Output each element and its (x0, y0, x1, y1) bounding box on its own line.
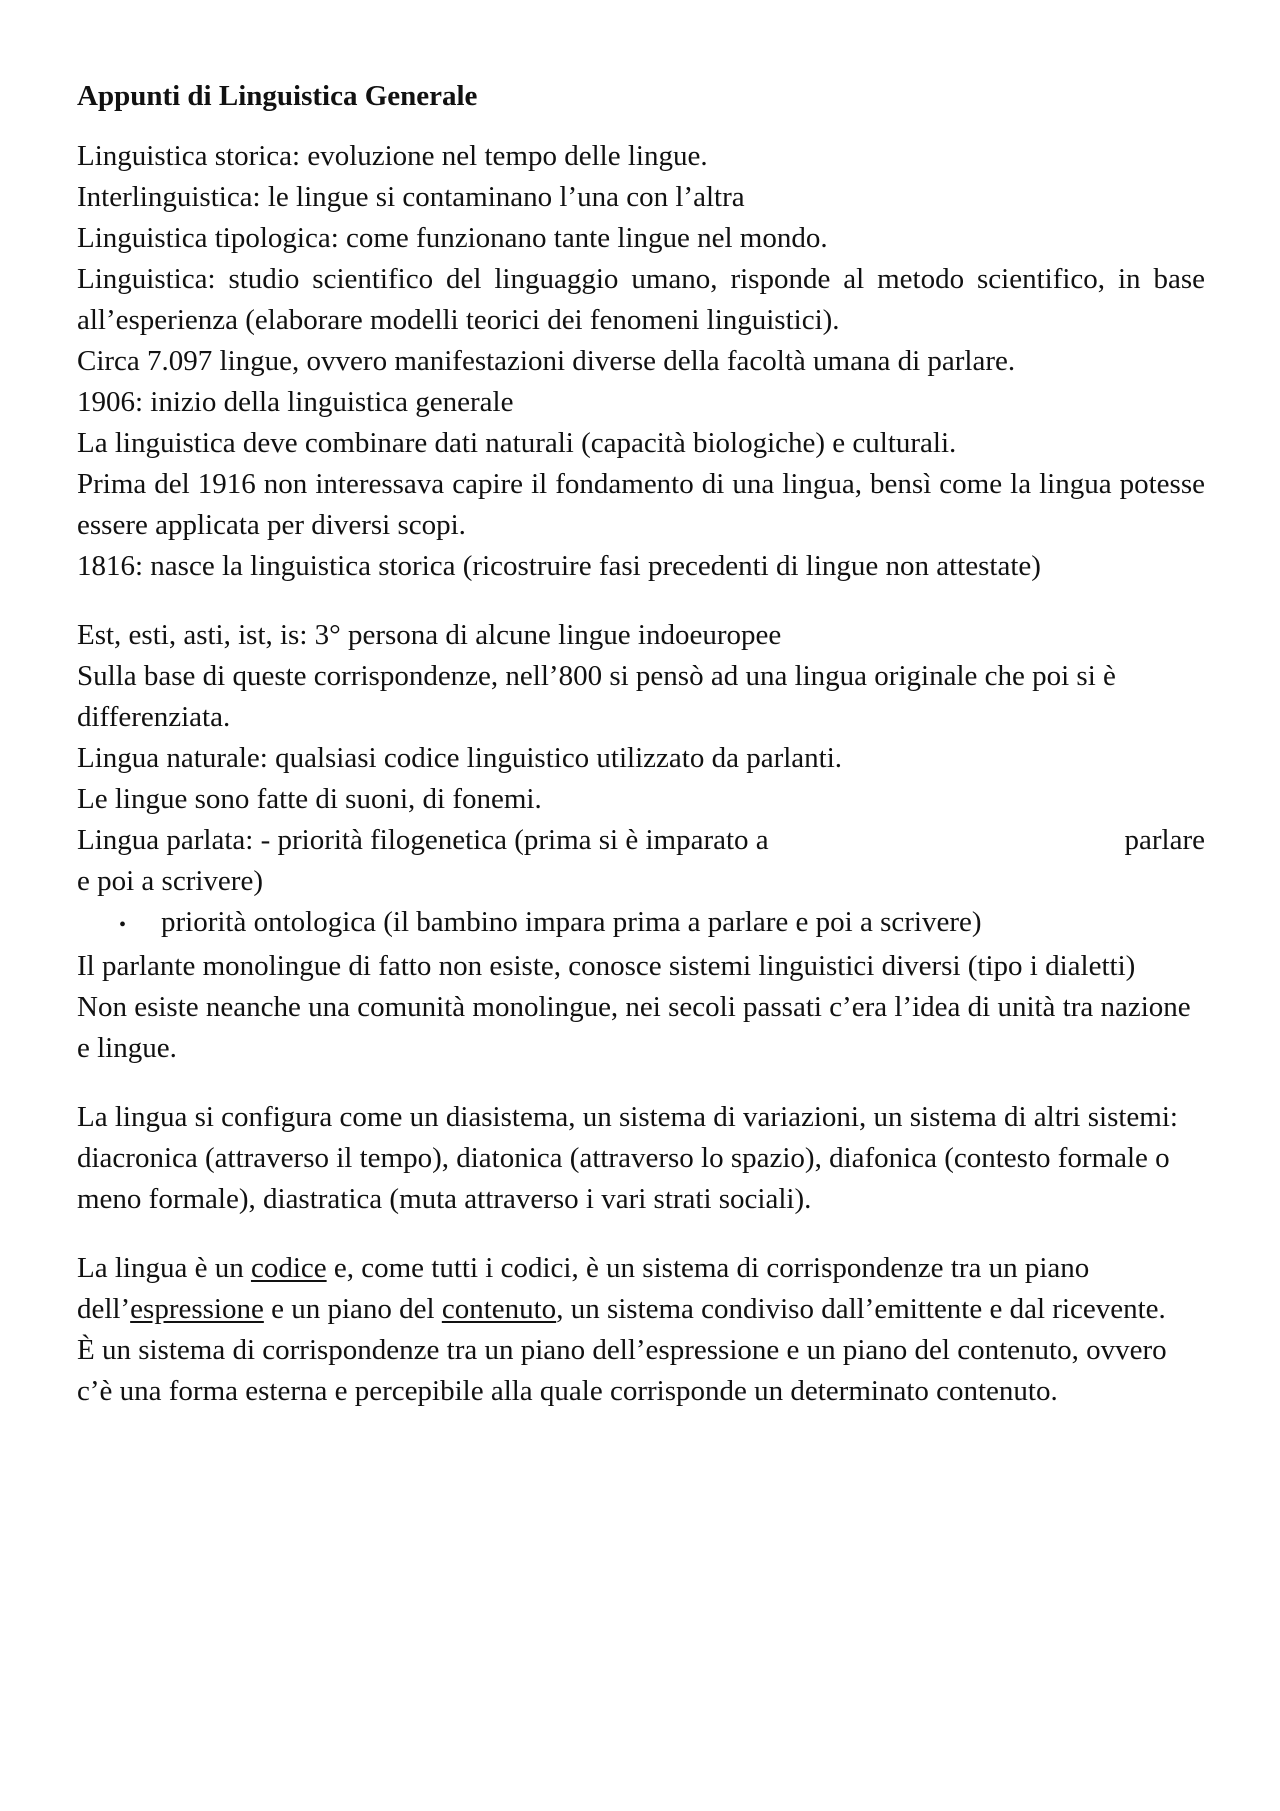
text-span: , un sistema condiviso dall’emittente e dal ricevente. (556, 1293, 1166, 1325)
paragraph-comunita-monolingue: Non esiste neanche una comunità monolingue, nei secoli passati c’era l’idea di unità tra nazione e lingue. (77, 991, 1191, 1064)
paragraph-1906: 1906: inizio della linguistica generale (77, 386, 514, 418)
text-span: La lingua è un (77, 1252, 251, 1284)
paragraph-est-esti: Est, esti, asti, ist, is: 3° persona di alcune lingue indoeuropee (77, 619, 782, 651)
section-indoeuropee (77, 615, 1205, 1069)
paragraph-1816: 1816: nasce la linguistica storica (ricostruire fasi precedenti di lingue non attestate) (77, 550, 1041, 582)
underlined-espressione: espressione (130, 1293, 264, 1325)
lingua-parlata-text: Lingua parlata: - priorità filogenetica (prima si è imparato a (77, 824, 769, 856)
paragraph-linguistica-storica: Linguistica storica: evoluzione nel tempo delle lingue. (77, 140, 708, 172)
lingua-parlata-continuation: e poi a scrivere) (77, 865, 263, 897)
paragraph-sistema-corrispondenze: È un sistema di corrispondenze tra un piano dell’espressione e un piano del contenuto, ovvero c’è una forma esterna e percepibile alla quale corrisponde un determinato contenuto. (77, 1334, 1167, 1407)
paragraph-corrispondenze: Sulla base di queste corrispondenze, nell’800 si pensò ad una lingua originale che poi si è differenziata. (77, 660, 1116, 733)
lingua-parlata-parlare: parlare (1124, 824, 1205, 856)
paragraph-prima-1916: Prima del 1916 non interessava capire il fondamento di una lingua, bensì come la lingua potesse essere applicata per diversi scopi. (77, 468, 1205, 541)
section-codice (77, 1248, 1205, 1412)
text-span: e un piano del (263, 1293, 442, 1325)
section-intro (77, 136, 1205, 587)
paragraph-linguistica-definizione: Linguistica: studio scientifico del linguaggio umano, risponde al metodo scientifico, in base all’esperienza (elaborare modelli teorici dei fenomeni linguistici). (77, 263, 1205, 336)
section-diasistema (77, 1097, 1205, 1220)
paragraph-codice (77, 1248, 1205, 1330)
paragraph-numero-lingue: Circa 7.097 lingue, ovvero manifestazioni diverse della facoltà umana di parlare. (77, 345, 1016, 377)
paragraph-dati-naturali: La linguistica deve combinare dati naturali (capacità biologiche) e culturali. (77, 427, 957, 459)
paragraph-diasistema: La lingua si configura come un diasistema, un sistema di variazioni, un sistema di altri sistemi: diacronica (attraverso il tempo), diatonica (attraverso lo spazio), diafonica (contesto formale o meno formale), diastratica (muta attraverso i vari strati sociali). (77, 1101, 1178, 1215)
paragraph-suoni-fonemi: Le lingue sono fatte di suoni, di fonemi. (77, 783, 542, 815)
paragraph-parlante-monolingue: Il parlante monolingue di fatto non esiste, conosce sistemi linguistici diversi (tipo i dialetti) (77, 950, 1136, 982)
document-page (77, 70, 1205, 1412)
paragraph-linguistica-tipologica: Linguistica tipologica: come funzionano tante lingue nel mondo. (77, 222, 828, 254)
text-span: e, come tutti i codici, è un sistema di corrispondenze tra un piano dell’ (77, 1252, 1090, 1325)
paragraph-interlinguistica: Interlinguistica: le lingue si contaminano l’una con l’altra (77, 181, 745, 213)
paragraph-lingua-parlata (77, 820, 1205, 861)
bullet-icon: • (119, 914, 127, 936)
list-item (77, 902, 1205, 946)
underlined-codice: codice (250, 1252, 327, 1284)
paragraph-lingua-naturale: Lingua naturale: qualsiasi codice linguistico utilizzato da parlanti. (77, 742, 843, 774)
underlined-contenuto: contenuto (441, 1293, 557, 1325)
list-item-text: priorità ontologica (il bambino impara prima a parlare e poi a scrivere) (161, 906, 982, 938)
document-title: Appunti di Linguistica Generale (77, 80, 478, 112)
